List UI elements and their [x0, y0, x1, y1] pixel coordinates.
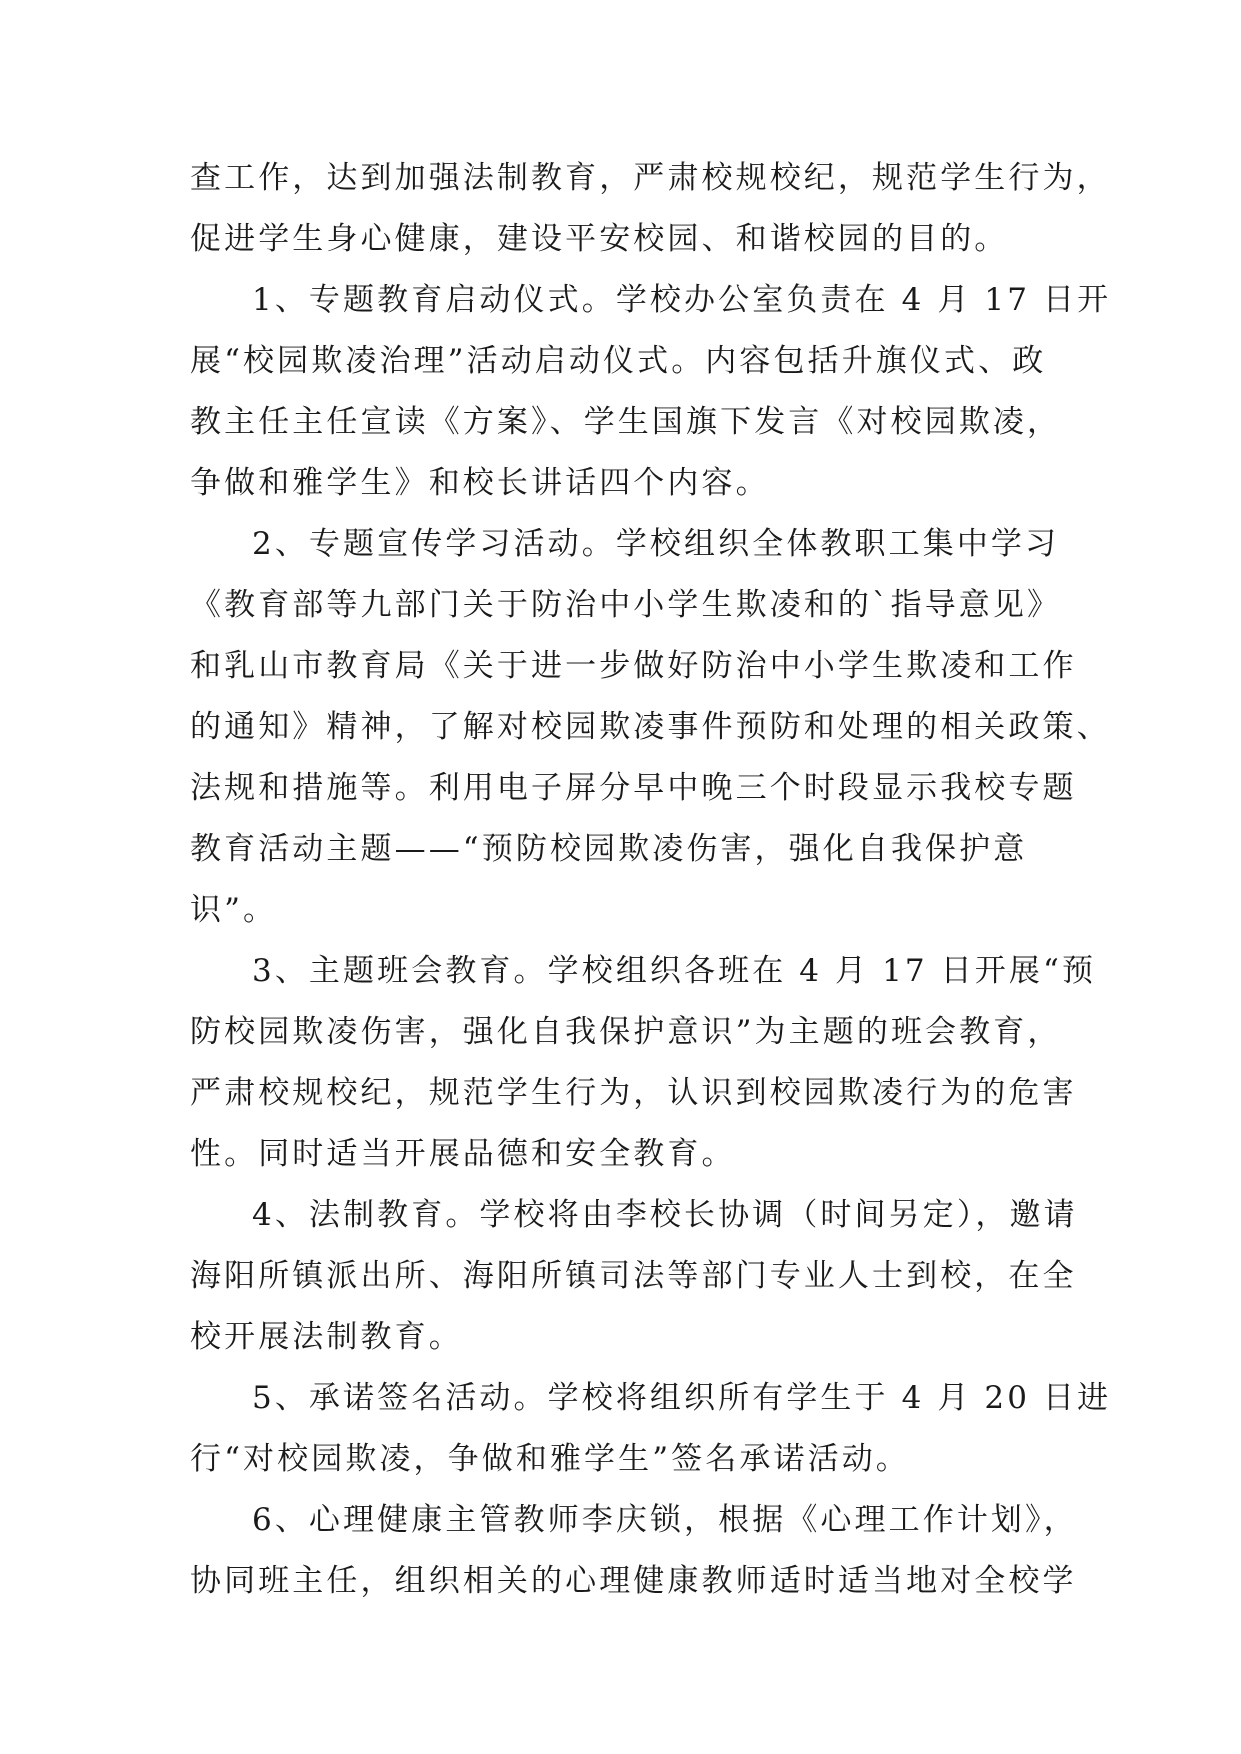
text-line: 海阳所镇派出所、海阳所镇司法等部门专业人士到校，在全 [190, 1258, 1077, 1294]
paragraph-start-line: 2、专题宣传学习活动。学校组织全体教职工集中学习 [252, 526, 1060, 562]
text-line: 《教育部等九部门关于防治中小学生欺凌和的`指导意见》 [190, 587, 1062, 623]
text-line: 展“校园欺凌治理”活动启动仪式。内容包括升旗仪式、政 [190, 343, 1047, 379]
text-line: 法规和措施等。利用电子屏分早中晚三个时段显示我校专题 [190, 770, 1077, 806]
text-line: 促进学生身心健康，建设平安校园、和谐校园的目的。 [190, 221, 1009, 257]
text-line: 性。同时适当开展品德和安全教育。 [190, 1136, 736, 1172]
text-line: 防校园欺凌伤害，强化自我保护意识”为主题的班会教育， [190, 1014, 1062, 1050]
paragraph-start-line: 6、心理健康主管教师李庆锁，根据《心理工作计划》， [252, 1502, 1078, 1538]
paragraph-start-line: 5、承诺签名活动。学校将组织所有学生于 4 月 20 日进 [252, 1380, 1112, 1416]
paragraph-start-line: 1、专题教育启动仪式。学校办公室负责在 4 月 17 日开 [252, 282, 1112, 318]
text-line: 行“对校园欺凌，争做和雅学生”签名承诺活动。 [190, 1441, 910, 1477]
text-line: 的通知》精神，了解对校园欺凌事件预防和处理的相关政策、 [190, 709, 1111, 745]
document-body [190, 148, 1112, 1612]
paragraph-start-line: 4、法制教育。学校将由李校长协调（时间另定），邀请 [252, 1197, 1078, 1233]
text-line: 争做和雅学生》和校长讲话四个内容。 [190, 465, 770, 501]
paragraph-start-line: 3、主题班会教育。学校组织各班在 4 月 17 日开展“预 [252, 953, 1097, 989]
text-line: 协同班主任，组织相关的心理健康教师适时适当地对全校学 [190, 1563, 1077, 1599]
text-line: 校开展法制教育。 [190, 1319, 463, 1355]
text-line: 识”。 [190, 892, 278, 928]
text-line: 和乳山市教育局《关于进一步做好防治中小学生欺凌和工作 [190, 648, 1077, 684]
text-line: 查工作，达到加强法制教育，严肃校规校纪，规范学生行为， [190, 160, 1111, 196]
text-line: 严肃校规校纪，规范学生行为，认识到校园欺凌行为的危害 [190, 1075, 1077, 1111]
text-line: 教育活动主题——“预防校园欺凌伤害，强化自我保护意 [190, 831, 1028, 867]
text-line: 教主任主任宣读《方案》、学生国旗下发言《对校园欺凌， [190, 404, 1062, 440]
